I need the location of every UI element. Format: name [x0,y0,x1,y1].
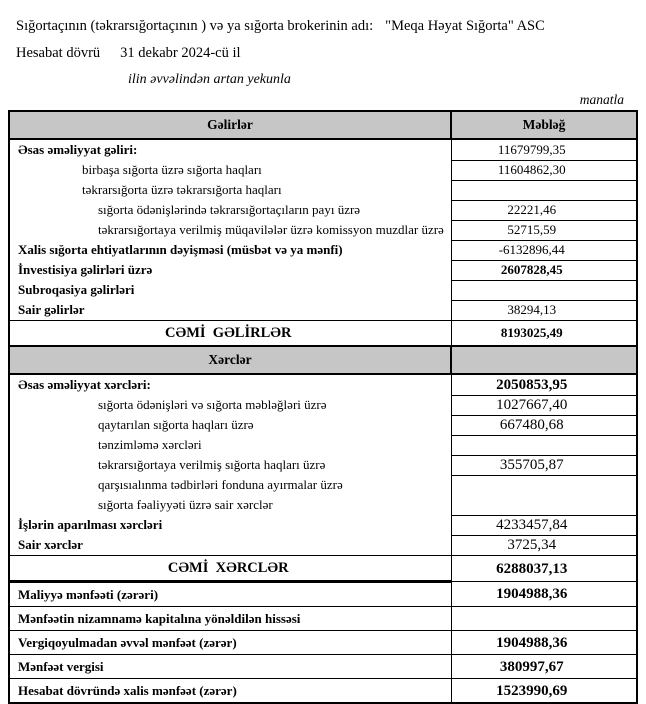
row-label: Hesabat dövründə xalis mənfəət (zərər) [9,679,451,704]
row-label: Mənfəət vergisi [9,655,451,679]
row-label: İşlərin aparılması xərcləri [18,517,163,532]
row-value [451,180,637,200]
summary-row [9,679,637,704]
row-value: 2050853,95 [451,374,637,395]
table-row [9,220,637,240]
period-label: Hesabat dövrü [16,45,101,61]
row-value: 355705,87 [451,455,637,475]
row-value: 22221,46 [451,200,637,220]
table-row [9,200,637,220]
total-income-value: 8193025,49 [451,321,637,347]
row-value: 4233457,84 [451,515,637,535]
row-value: 52715,59 [451,220,637,240]
report-header [8,18,638,88]
financial-table [8,110,638,704]
table-row [9,374,637,395]
currency-note: manatla [579,92,624,107]
row-value: -6132896,44 [451,240,637,260]
row-value [451,475,637,495]
row-label: Subroqasiya gəlirləri [18,282,135,297]
amount-header-cell: Məbləğ [451,111,637,139]
table-row [9,475,637,495]
row-value: 3725,34 [451,535,637,556]
row-value [451,495,637,515]
row-value: 2607828,45 [451,260,637,280]
row-label: Maliyyə mənfəəti (zərəri) [9,582,451,607]
row-label: təkrarsığortaya verilmiş sığorta haqları üzrə [98,457,326,472]
row-label: qaytarılan sığorta haqları üzrə [98,417,254,432]
row-value [451,435,637,455]
insurer-name: "Meqa Həyat Sığorta" ASC [385,18,545,34]
row-label: təkrarsığortaya verilmiş müqavilələr üzrə komissyon muzdlar üzrə [98,222,444,237]
row-label: Sair gəlirlər [18,302,85,317]
table-row [9,139,637,160]
cumulative-note: ilin əvvəlindən artan yekunla [128,72,291,87]
row-label: İnvestisiya gəlirləri üzrə [18,262,153,277]
table-row [9,240,637,260]
table-row [9,395,637,415]
expense-header-row [9,346,637,374]
row-label: Əsas əməliyyat gəliri: [18,142,138,157]
table-row [9,515,637,535]
expense-header-cell: Xərclər [9,346,451,374]
table-row [9,180,637,200]
row-label: Vergiqoyulmadan əvvəl mənfəət (zərər) [9,631,451,655]
summary-row [9,631,637,655]
row-value: 380997,67 [451,655,637,679]
row-value [451,607,637,631]
insurer-line [16,18,638,35]
period-line [16,45,638,62]
row-label: Xalis sığorta ehtiyatlarının dəyişməsi (müsbət və ya mənfi) [18,242,343,257]
row-value [451,280,637,300]
row-value: 11679799,35 [451,139,637,160]
income-header-cell: Gəlirlər [9,111,451,139]
total-income-row [9,321,637,347]
expense-header-spacer [451,346,637,374]
row-label: sığorta ödənişlərində təkrarsığortaçıların payı üzrə [98,202,361,217]
period-value: 31 dekabr 2024-cü il [120,45,241,61]
summary-row [9,582,637,607]
row-label: tənzimləmə xərcləri [98,437,202,452]
summary-row [9,655,637,679]
row-value: 1904988,36 [451,631,637,655]
row-label: təkrarsığorta üzrə təkrarsığorta haqları [82,182,282,197]
table-row [9,415,637,435]
table-row [9,435,637,455]
row-value: 667480,68 [451,415,637,435]
table-row [9,160,637,180]
row-label: sığorta ödənişləri və sığorta məbləğləri üzrə [98,397,327,412]
total-expense-label: CƏMİ XƏRCLƏR [9,556,451,582]
row-label: birbaşa sığorta üzrə sığorta haqları [82,162,262,177]
row-label: Sair xərclər [18,537,83,552]
row-label: Əsas əməliyyat xərcləri: [18,377,151,392]
row-label: sığorta fəaliyyəti üzrə sair xərclər [98,497,273,512]
row-value: 1027667,40 [451,395,637,415]
table-row [9,280,637,300]
insurer-label: Sığortaçının (təkrarsığortaçının ) və ya sığorta brokerinin adı: [16,18,374,34]
row-value: 1523990,69 [451,679,637,704]
table-row [9,300,637,321]
summary-row [9,607,637,631]
row-label: Mənfəətin nizamnamə kapitalına yönəldilən hissəsi [9,607,451,631]
table-row [9,260,637,280]
row-value: 38294,13 [451,300,637,321]
row-value: 11604862,30 [451,160,637,180]
total-expense-value: 6288037,13 [451,556,637,582]
row-label: qarşısıalınma tədbirləri fonduna ayırmalar üzrə [98,477,343,492]
income-header-row [9,111,637,139]
total-expense-row [9,556,637,582]
table-row [9,535,637,556]
table-row [9,495,637,515]
row-value: 1904988,36 [451,582,637,607]
total-income-label: CƏMİ GƏLİRLƏR [9,321,451,347]
table-row [9,455,637,475]
